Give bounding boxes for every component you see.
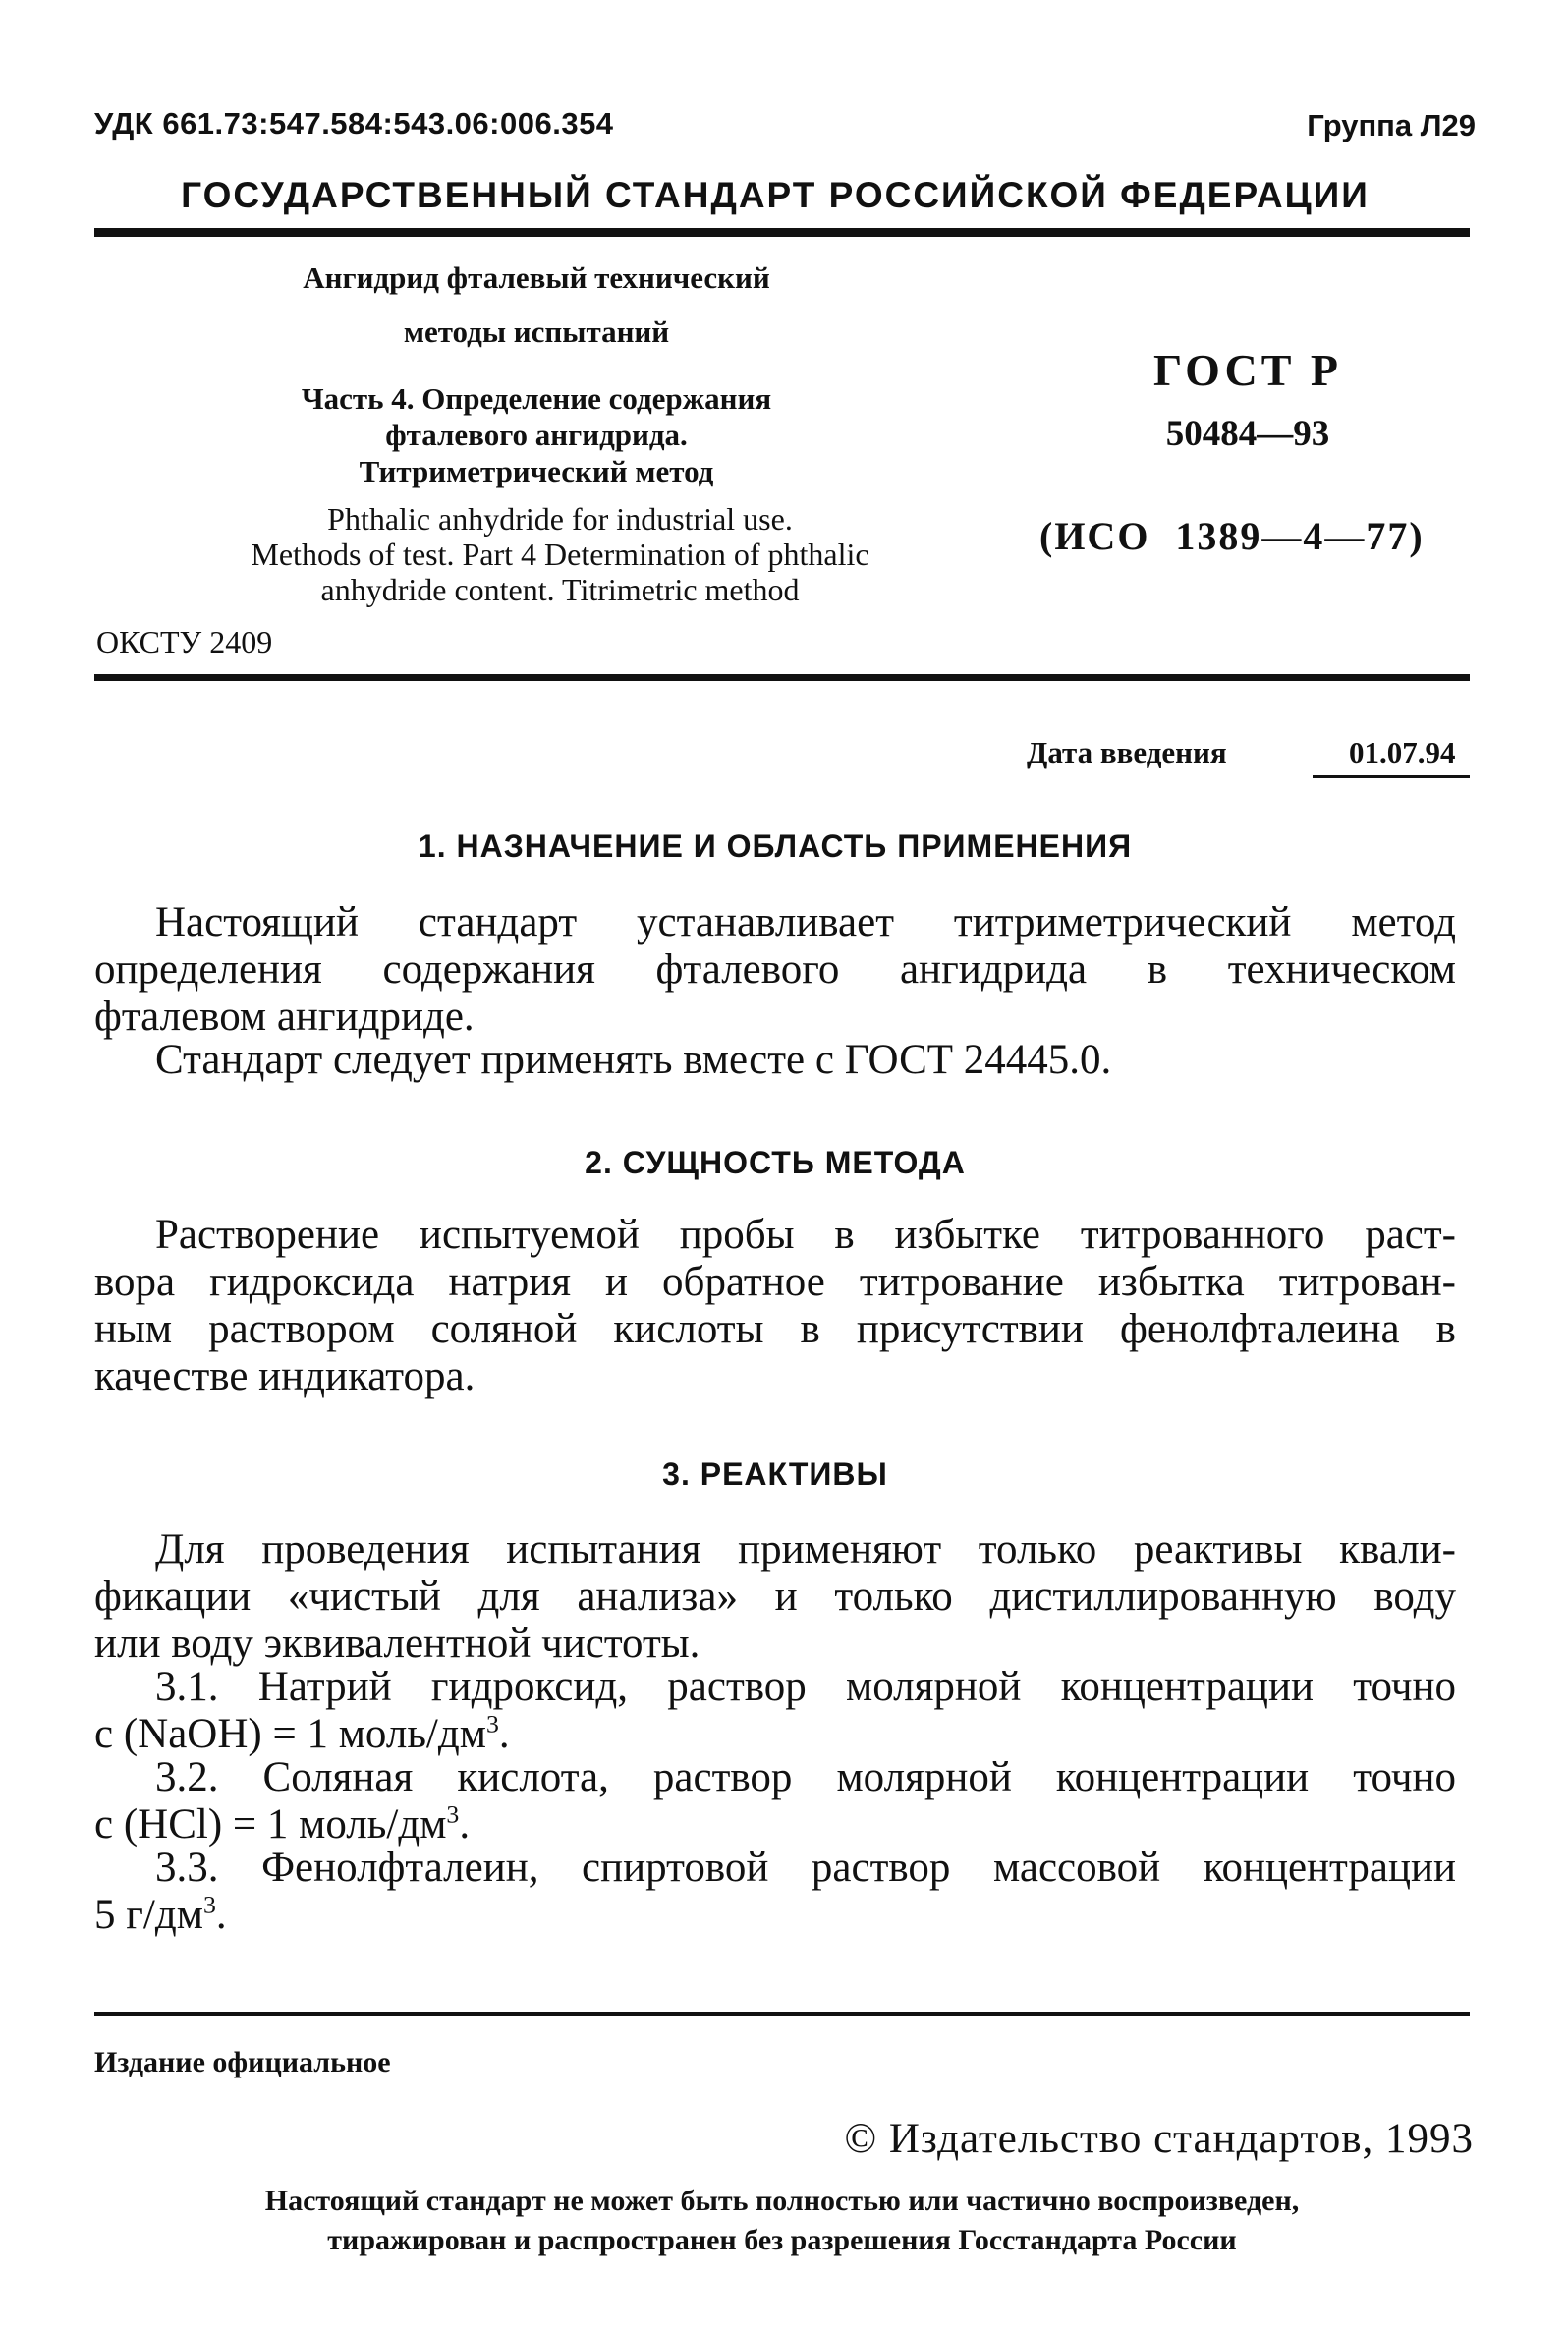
part-line-1: Часть 4. Определение содержания bbox=[301, 381, 772, 416]
section-1-heading: 1. НАЗНАЧЕНИЕ И ОБЛАСТЬ ПРИМЕНЕНИЯ bbox=[418, 828, 1133, 864]
title-en-line-3: anhydride content. Titrimetric method bbox=[320, 572, 800, 607]
item-3-3-line-1: 3.3. Фенолфталеин, спиртовой раствор массовой концентрации bbox=[155, 1845, 1456, 1891]
section-1-paragraph-2: Стандарт следует применять вместе с ГОСТ 24445.0. bbox=[155, 1037, 1112, 1083]
udk-code: УДК 661.73:547.584:543.06:006.354 bbox=[94, 106, 614, 141]
notice-line-2: тиражирован и распространен без разрешения Госстандарта России bbox=[327, 2224, 1237, 2256]
gost-label: ГОСТ Р bbox=[1153, 345, 1342, 395]
phenolphthalein-concentration: 5 г/дм bbox=[94, 1892, 203, 1938]
intro-date-underline bbox=[1313, 775, 1470, 778]
section-1-line-2: определения содержания фталевого ангидрида в техническом bbox=[94, 946, 1456, 993]
section-3-line-1: Для проведения испытания применяют только реактивы квали- bbox=[155, 1526, 1456, 1572]
item-3-2-line-2 bbox=[94, 1801, 1456, 1849]
part-line-2: фталевого ангидрида. bbox=[385, 418, 688, 452]
title-en-line-1: Phthalic anhydride for industrial use. bbox=[327, 501, 793, 537]
iso-number: (ИСО 1389—4—77) bbox=[1039, 514, 1425, 558]
section-1-line-3: фталевом ангидриде. bbox=[94, 994, 475, 1040]
section-2-line-1: Растворение испытуемой пробы в избытке титрованного раст- bbox=[155, 1212, 1456, 1258]
item-3-3-line-2 bbox=[94, 1892, 1456, 1939]
okstu-code: ОКСТУ 2409 bbox=[96, 624, 273, 659]
part-line-3: Титриметрический метод bbox=[359, 454, 714, 488]
period: . bbox=[215, 1892, 227, 1938]
title-block-rule bbox=[94, 674, 1470, 681]
intro-date-value: 01.07.94 bbox=[1349, 735, 1456, 769]
period: . bbox=[498, 1711, 510, 1757]
intro-date-label: Дата введения bbox=[1027, 735, 1227, 769]
group-code: Группа Л29 bbox=[1307, 108, 1476, 142]
title-ru-line-1: Ангидрид фталевый технический bbox=[303, 260, 770, 295]
section-3-line-3: или воду эквивалентной чистоты. bbox=[94, 1621, 700, 1667]
section-2-line-3: ным раствором соляной кислоты в присутствии фенолфталеина в bbox=[94, 1306, 1456, 1352]
section-2-heading: 2. СУЩНОСТЬ МЕТОДА bbox=[585, 1145, 966, 1180]
section-2-line-4: качестве индикатора. bbox=[94, 1353, 476, 1399]
gost-number: 50484—93 bbox=[1165, 414, 1330, 454]
section-2-line-2: вора гидроксида натрия и обратное титрование избытка титрован- bbox=[94, 1259, 1456, 1305]
footer-rule bbox=[94, 2012, 1470, 2016]
superscript-3: 3 bbox=[446, 1799, 460, 1829]
copyright: © Издательство стандартов, 1993 bbox=[844, 2116, 1474, 2162]
title-en-line-2: Methods of test. Part 4 Determination of phthalic bbox=[251, 537, 869, 572]
state-standard-heading: ГОСУДАРСТВЕННЫЙ СТАНДАРТ РОССИЙСКОЙ ФЕДЕРАЦИИ bbox=[181, 175, 1370, 215]
superscript-3: 3 bbox=[202, 1890, 216, 1919]
official-edition: Издание официальное bbox=[94, 2046, 391, 2078]
section-3-heading: 3. РЕАКТИВЫ bbox=[662, 1456, 888, 1492]
item-3-1-line-1: 3.1. Натрий гидроксид, раствор молярной концентрации точно bbox=[155, 1664, 1456, 1710]
naoh-concentration: с (NaOH) = 1 моль/дм bbox=[94, 1711, 486, 1757]
section-3-line-2: фикации «чистый для анализа» и только дистиллированную воду bbox=[94, 1573, 1456, 1620]
top-thick-rule bbox=[94, 228, 1470, 237]
title-ru-line-2: методы испытаний bbox=[403, 314, 670, 349]
item-3-2-line-1: 3.2. Соляная кислота, раствор молярной концентрации точно bbox=[155, 1754, 1456, 1800]
period: . bbox=[459, 1801, 471, 1848]
superscript-3: 3 bbox=[485, 1709, 499, 1738]
section-1-line-1: Настоящий стандарт устанавливает титриметрический метод bbox=[155, 899, 1456, 945]
item-3-1-line-2 bbox=[94, 1711, 1456, 1758]
notice-line-1: Настоящий стандарт не может быть полностью или частично воспроизведен, bbox=[264, 2185, 1300, 2217]
hcl-concentration: с (HCl) = 1 моль/дм bbox=[94, 1801, 447, 1848]
